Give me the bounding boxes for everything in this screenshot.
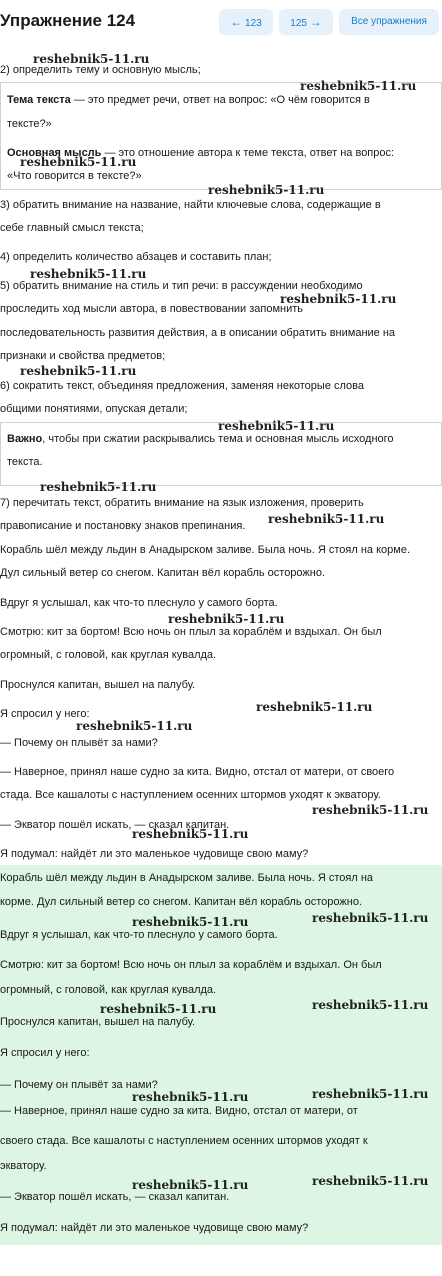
answer-line: Вдруг я услышал, как что-то плеснуло у самого борта. bbox=[0, 929, 278, 941]
term-important: Важно bbox=[7, 433, 43, 445]
term-main-idea: Основная мысль bbox=[7, 147, 102, 159]
text-line: 5) обратить внимание на стиль и тип речи: в рассуждении необходимо bbox=[0, 280, 363, 292]
watermark: reshebnik5-11.ru bbox=[100, 1002, 217, 1016]
watermark: reshebnik5-11.ru bbox=[132, 915, 249, 929]
prev-exercise-label: 123 bbox=[245, 18, 262, 29]
text-line: 7) перечитать текст, обратить внимание на язык изложения, проверить bbox=[0, 497, 364, 509]
story-line: — Почему он плывёт за нами? bbox=[0, 737, 158, 749]
story-line: стада. Все кашалоты с наступлением осенних штормов уходят к экватору. bbox=[0, 789, 381, 801]
story-line: Корабль шёл между льдин в Анадырском заливе. Была ночь. Я стоял на корме. bbox=[0, 544, 411, 556]
text-line: проследить ход мысли автора, в повествовании запомнить bbox=[0, 303, 304, 315]
text-line: 2) определить тему и основную мысль; bbox=[0, 64, 201, 76]
page-header bbox=[0, 0, 442, 44]
story-line: Я подумал: найдёт ли это маленькое чудовище свою маму? bbox=[0, 848, 309, 860]
watermark: reshebnik5-11.ru bbox=[268, 512, 385, 526]
answer-line: — Наверное, принял наше судно за кита. Видно, отстал от матери, от bbox=[0, 1105, 358, 1117]
watermark: reshebnik5-11.ru bbox=[312, 998, 429, 1012]
watermark: reshebnik5-11.ru bbox=[312, 1087, 429, 1101]
term-topic-definition: — это предмет речи, ответ на вопрос: «О чём говорится в bbox=[70, 94, 370, 106]
watermark: reshebnik5-11.ru bbox=[76, 719, 193, 733]
prev-exercise-button[interactable] bbox=[219, 9, 273, 35]
text-line: правописание и постановку знаков препинания. bbox=[0, 520, 246, 532]
answer-line: Смотрю: кит за бортом! Всю ночь он плыл за кораблём и вздыхал. Он был bbox=[0, 959, 382, 971]
story-line: огромный, с головой, как круглая кувалда. bbox=[0, 649, 217, 661]
term-main-idea-definition: — это отношение автора к теме текста, ответ на вопрос: bbox=[101, 147, 395, 159]
text-line: общими понятиями, опуская детали; bbox=[0, 403, 188, 415]
watermark: reshebnik5-11.ru bbox=[40, 480, 157, 494]
answer-line: Я подумал: найдёт ли это маленькое чудовище свою маму? bbox=[0, 1222, 309, 1234]
watermark: reshebnik5-11.ru bbox=[132, 1178, 249, 1192]
page-title: Упражнение 124 bbox=[0, 11, 136, 30]
arrow-left-icon: ← bbox=[230, 15, 243, 29]
text-line: 4) определить количество абзацев и составить план; bbox=[0, 251, 272, 263]
watermark: reshebnik5-11.ru bbox=[218, 419, 335, 433]
answer-line: Корабль шёл между льдин в Анадырском заливе. Была ночь. Я стоял на bbox=[0, 872, 374, 884]
answer-line: экватору. bbox=[0, 1160, 47, 1172]
box-line: «Что говорится в тексте?» bbox=[7, 170, 142, 182]
story-line: Я спросил у него: bbox=[0, 708, 90, 720]
answer-line: — Экватор пошёл искать, — сказал капитан. bbox=[0, 1191, 230, 1203]
answer-line: своего стада. Все кашалоты с наступлением осенних штормов уходят к bbox=[0, 1135, 368, 1147]
text-line: себе главный смысл текста; bbox=[0, 222, 144, 234]
watermark: reshebnik5-11.ru bbox=[168, 612, 285, 626]
all-exercises-button[interactable]: Все упражнения bbox=[339, 9, 439, 35]
watermark: reshebnik5-11.ru bbox=[33, 52, 150, 66]
watermark: reshebnik5-11.ru bbox=[20, 364, 137, 378]
story-line: — Наверное, принял наше судно за кита. Видно, отстал от матери, от своего bbox=[0, 766, 395, 778]
answer-line: — Почему он плывёт за нами? bbox=[0, 1079, 158, 1091]
answer-line: огромный, с головой, как круглая кувалда. bbox=[0, 984, 217, 996]
answer-line: Проснулся капитан, вышел на палубу. bbox=[0, 1016, 196, 1028]
text-line: 6) сократить текст, объединяя предложения, заменяя некоторые слова bbox=[0, 380, 364, 392]
story-line: — Экватор пошёл искать, — сказал капитан. bbox=[0, 819, 230, 831]
story-line: Смотрю: кит за бортом! Всю ночь он плыл за кораблём и вздыхал. Он был bbox=[0, 626, 382, 638]
term-topic: Тема текста bbox=[7, 94, 71, 106]
next-exercise-button[interactable] bbox=[279, 9, 333, 35]
next-exercise-label: 125 bbox=[290, 18, 307, 29]
story-line: Вдруг я услышал, как что-то плеснуло у самого борта. bbox=[0, 597, 278, 609]
watermark: reshebnik5-11.ru bbox=[132, 827, 249, 841]
arrow-right-icon: → bbox=[309, 15, 322, 29]
watermark: reshebnik5-11.ru bbox=[256, 700, 373, 714]
watermark: reshebnik5-11.ru bbox=[132, 1090, 249, 1104]
important-note-text: , чтобы при сжатии раскрывались тема и основная мысль исходного bbox=[42, 433, 394, 445]
box-line: текста. bbox=[7, 456, 43, 468]
text-line: признаки и свойства предметов; bbox=[0, 350, 166, 362]
watermark: reshebnik5-11.ru bbox=[30, 267, 147, 281]
answer-line: Я спросил у него: bbox=[0, 1047, 90, 1059]
story-line: Проснулся капитан, вышел на палубу. bbox=[0, 679, 196, 691]
answer-line: корме. Дул сильный ветер со снегом. Капитан вёл корабль осторожно. bbox=[0, 896, 362, 908]
watermark: reshebnik5-11.ru bbox=[20, 155, 137, 169]
definition-box bbox=[0, 82, 442, 190]
box-line bbox=[7, 94, 370, 106]
watermark: reshebnik5-11.ru bbox=[208, 183, 325, 197]
watermark: reshebnik5-11.ru bbox=[312, 1174, 429, 1188]
watermark: reshebnik5-11.ru bbox=[312, 803, 429, 817]
text-line: 3) обратить внимание на название, найти ключевые слова, содержащие в bbox=[0, 199, 381, 211]
box-line bbox=[7, 433, 394, 445]
text-line: последовательность развития действия, а в описании обратить внимание на bbox=[0, 327, 396, 339]
watermark: reshebnik5-11.ru bbox=[280, 292, 397, 306]
watermark: reshebnik5-11.ru bbox=[300, 79, 417, 93]
watermark: reshebnik5-11.ru bbox=[312, 911, 429, 925]
box-line: тексте?» bbox=[7, 118, 52, 130]
story-line: Дул сильный ветер со снегом. Капитан вёл корабль осторожно. bbox=[0, 567, 326, 579]
